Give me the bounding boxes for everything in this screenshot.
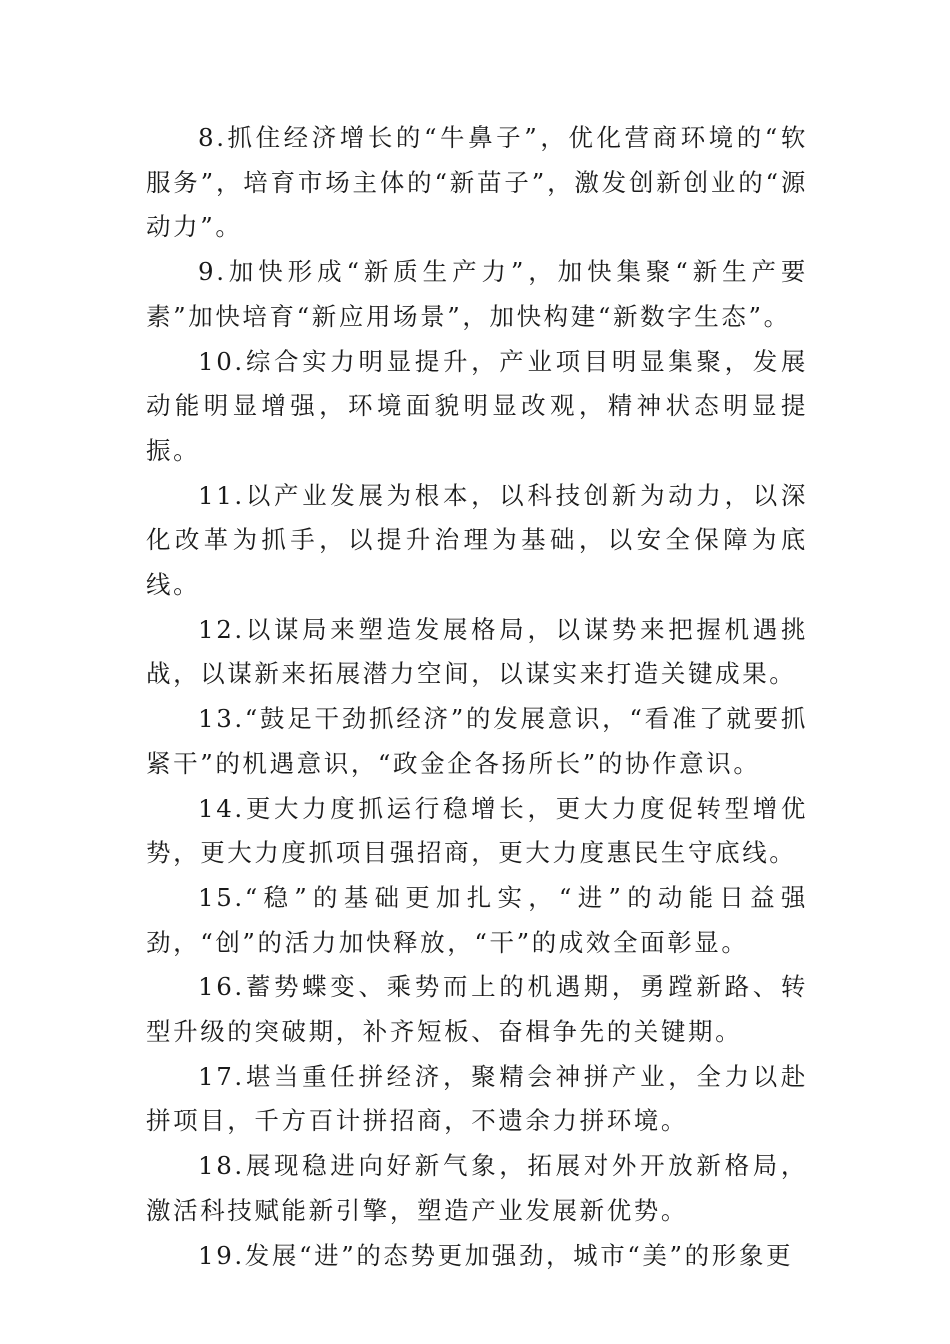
paragraph-12: 12.以谋局来塑造发展格局，以谋势来把握机遇挑战，以谋新来拓展潜力空间，以谋实来打造关键成果。	[146, 614, 808, 689]
paragraph-18: 18.展现稳进向好新气象，拓展对外开放新格局，激活科技赋能新引擎，塑造产业发展新优势。	[146, 1151, 808, 1225]
paragraph-9: 9.加快形成“新质生产力”，加快集聚“新生产要素”加快培育“新应用场景”，加快构建“新数字生态”。	[146, 257, 808, 331]
paragraph-19: 19.发展“进”的态势更加强劲，城市“美”的形象更	[198, 1240, 794, 1270]
paragraph-16: 16.蓄势蝶变、乘势而上的机遇期，勇蹚新路、转型升级的突破期，补齐短板、奋楫争先的关键期。	[146, 972, 808, 1047]
paragraph-14: 14.更大力度抓运行稳增长，更大力度促转型增优势，更大力度抓项目强招商，更大力度惠民生守底线。	[146, 793, 808, 868]
paragraph-17: 17.堪当重任拼经济，聚精会神拼产业，全力以赴拼项目，千方百计拼招商，不遗余力拼环境。	[146, 1061, 808, 1136]
document-body	[146, 116, 808, 1278]
paragraph-15: 15.“稳”的基础更加扎实，“进”的动能日益强劲，“创”的活力加快释放，“干”的成效全面彰显。	[146, 882, 808, 957]
paragraph-8: 8.抓住经济增长的“牛鼻子”，优化营商环境的“软服务”，培育市场主体的“新苗子”，激发创新创业的“源动力”。	[146, 123, 808, 242]
paragraph-10: 10.综合实力明显提升，产业项目明显集聚，发展动能明显增强，环境面貌明显改观，精神状态明显提振。	[146, 346, 808, 465]
paragraph-13: 13.“鼓足干劲抓经济”的发展意识，“看准了就要抓紧干”的机遇意识，“政金企各扬所长”的协作意识。	[146, 704, 808, 778]
paragraph-11: 11.以产业发展为根本，以科技创新为动力，以深化改革为抓手，以提升治理为基础，以安全保障为底线。	[146, 480, 808, 600]
